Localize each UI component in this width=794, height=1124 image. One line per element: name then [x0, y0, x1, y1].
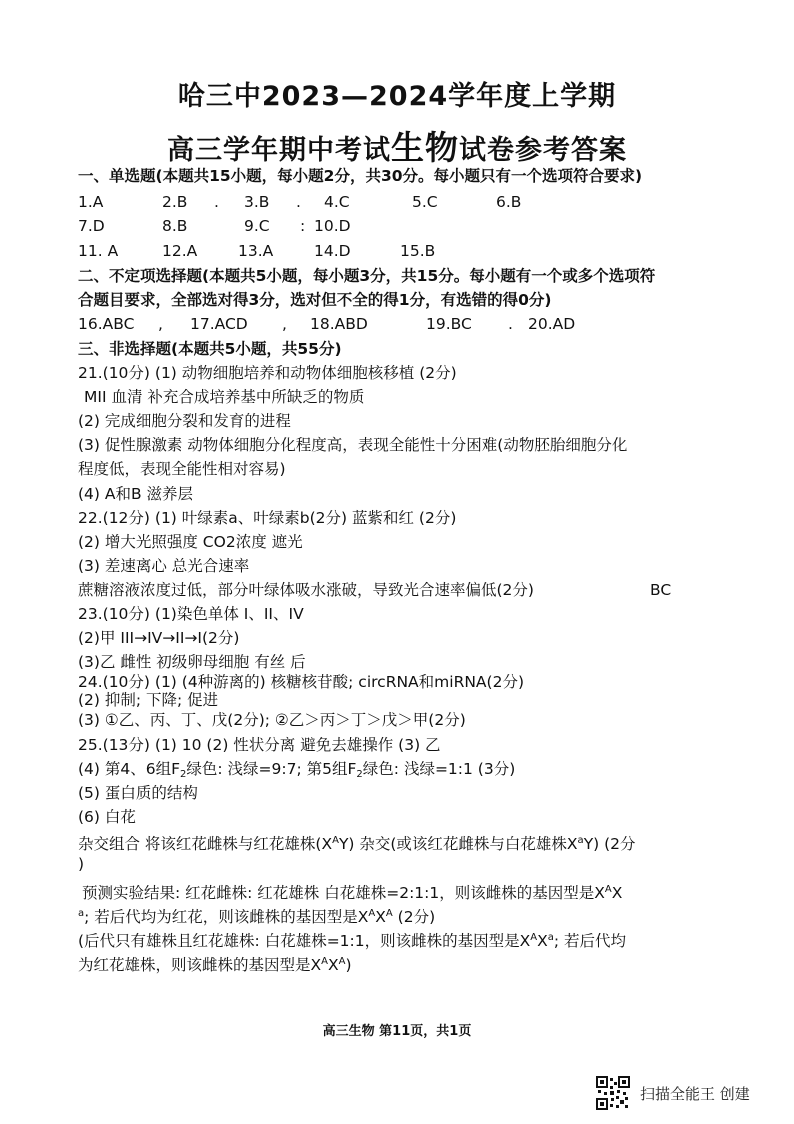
q23-line: (3)乙 雌性 初级卵母细胞 有丝 后 — [78, 653, 306, 671]
q21-line: (2) 完成细胞分裂和发育的进程 — [78, 412, 291, 430]
answer-item: 5.C — [412, 193, 438, 211]
q22-line: (2) 增大光照强度 CO2浓度 遮光 — [78, 533, 303, 551]
answer-item: 7.D — [78, 217, 105, 235]
answer-item: 16.ABC — [78, 315, 135, 333]
q25-line: 为红花雄株，则该雌株的基因型是$X^AX^A$) — [78, 956, 352, 974]
q25-line: 杂交组合 将该红花雌株与红花雄株$(X^AY)$ 杂交(或该红花雌株与白花雄株$X^aY$) (2分 — [78, 835, 636, 853]
answer-item: 2.B — [162, 193, 188, 211]
q21-line: (4) A和B 滋养层 — [78, 485, 194, 503]
answer-item: 6.B — [496, 193, 522, 211]
answer-item: 11. A — [78, 242, 119, 260]
separator-mark: . — [214, 193, 219, 211]
q22-line: (3) 差速离心 总光合速率 — [78, 557, 250, 575]
q23-line: 23.(10分) (1)染色单体 I、II、IV — [78, 605, 304, 623]
answer-item: 19.BC — [426, 315, 472, 333]
q22-answer-right: BC — [650, 581, 672, 599]
q25-line: $^a$; 若后代均为红花，则该雌株的基因型是$X^AX^A$ (2分) — [78, 908, 436, 926]
q25-line: (4) 第4、6组$F_2$绿色: 浅绿=9:7; 第5组$F_2$绿色: 浅绿=1:1 (3分) — [78, 760, 516, 780]
answer-item: 20.AD — [528, 315, 576, 333]
answer-item: 1.A — [78, 193, 104, 211]
section1-heading: 一、单选题(本题共15小题，每小题2分，共30分。每小题只有一个选项符合要求) — [78, 167, 643, 185]
q24-line: (2) 抑制; 下降; 促进 — [78, 691, 219, 709]
separator-mark: , — [282, 315, 287, 333]
q25-line: 25.(13分) (1) 10 (2) 性状分离 避免去雄操作 (3) 乙 — [78, 736, 441, 754]
page-footer: 高三生物 第11页，共1页 — [322, 1024, 472, 1039]
q24-line: 24.(10分) (1) (4种游离的) 核糖核苷酸; circRNA和miRNA(2分) — [78, 673, 524, 691]
answer-item: 14.D — [314, 242, 351, 260]
q21-line: 21.(10分) (1) 动物细胞培养和动物体细胞核移植 (2分) — [78, 364, 457, 382]
separator-mark: . — [296, 193, 301, 211]
answer-item: 3.B — [244, 193, 270, 211]
qr-code-icon — [596, 1076, 630, 1110]
answer-item: 9.C — [244, 217, 270, 235]
q22-line: 蔗糖溶液浓度过低，部分叶绿体吸水涨破，导致光合速率偏低(2分) — [78, 581, 534, 599]
answer-item: 8.B — [162, 217, 188, 235]
answer-item: 12.A — [162, 242, 198, 260]
q21-line: (3) 促性腺激素 动物体细胞分化程度高，表现全能性十分困难(动物胚胎细胞分化 — [78, 436, 628, 454]
separator-mark: . — [508, 315, 513, 333]
q25-line: ) — [78, 855, 85, 873]
q24-line: (3) ①乙、丙、丁、戊(2分); ②乙＞丙＞丁＞戊＞甲(2分) — [78, 711, 466, 729]
answer-item: 4.C — [324, 193, 350, 211]
separator-mark: , — [158, 315, 163, 333]
section2-heading-line1: 二、不定项选择题(本题共5小题，每小题3分，共15分。每小题有一个或多个选项符 — [78, 267, 656, 285]
answer-item: 18.ABD — [310, 315, 368, 333]
q25-line: (后代只有雄株且红花雄株: 白花雄株=1:1，则该雌株的基因型是$X^AX^a$; 若后代均 — [78, 932, 627, 950]
q25-line: 预测实验结果: 红花雌株: 红花雄株 白花雄株=2:1:1，则该雌株的基因型是$X^AX$ — [82, 884, 623, 902]
answer-item: 15.B — [400, 242, 436, 260]
q25-line: (6) 白花 — [78, 808, 136, 826]
section2-heading-line2: 合题目要求，全部选对得3分，选对但不全的得1分，有选错的得0分) — [78, 291, 552, 309]
q23-line: (2)甲 III→IV→II→I(2分) — [78, 629, 240, 647]
separator-mark: : — [300, 217, 306, 235]
q25-line: (5) 蛋白质的结构 — [78, 784, 198, 802]
page-subtitle: 高三学年期中考试生物试卷参考答案 — [167, 128, 627, 167]
q21-line: MII 血清 补充合成培养基中所缺乏的物质 — [84, 388, 365, 406]
scanner-watermark: 扫描全能王 创建 — [640, 1085, 750, 1103]
page-title: 哈三中2023—2024学年度上学期 — [177, 81, 617, 112]
answer-item: 10.D — [314, 217, 351, 235]
answer-item: 13.A — [238, 242, 274, 260]
q22-line: 22.(12分) (1) 叶绿素a、叶绿素b(2分) 蓝紫和红 (2分) — [78, 509, 457, 527]
section3-heading: 三、非选择题(本题共5小题，共55分) — [78, 340, 342, 358]
answer-item: 17.ACD — [190, 315, 248, 333]
q21-line: 程度低，表现全能性相对容易) — [78, 460, 286, 478]
